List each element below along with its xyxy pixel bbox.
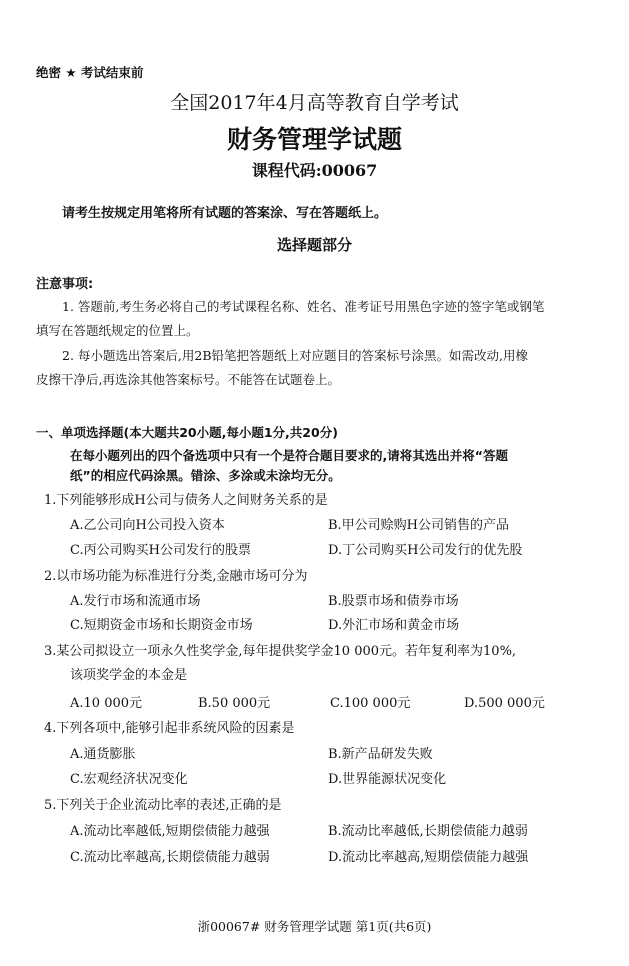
page-footer: 浙00067# 财务管理学试题 第1页(共6页) bbox=[197, 919, 432, 934]
question-5-option-b: B.流动比率越低,长期偿债能力越弱 bbox=[328, 824, 528, 839]
notice-item-1-line-1: 1. 答题前,考生务必将自己的考试课程名称、姓名、准考证号用黑色字迹的签字笔或钢笔 bbox=[62, 299, 545, 314]
question-1-stem: 1.下列能够形成H公司与债务人之间财务关系的是 bbox=[44, 493, 328, 508]
question-3-option-d: D.500 000元 bbox=[464, 696, 545, 711]
question-3-stem-line-2: 该项奖学金的本金是 bbox=[70, 668, 188, 683]
exam-title: 全国2017年4月高等教育自学考试 bbox=[170, 92, 459, 114]
question-3-option-c: C.100 000元 bbox=[330, 696, 411, 711]
course-code: 课程代码:00067 bbox=[251, 161, 378, 180]
question-5-stem: 5.下列关于企业流动比率的表述,正确的是 bbox=[44, 798, 282, 813]
question-group-title: 一、单项选择题(本大题共20小题,每小题1分,共20分) bbox=[36, 425, 338, 440]
question-4-option-a: A.通货膨胀 bbox=[70, 747, 136, 762]
question-1-option-c: C.丙公司购买H公司发行的股票 bbox=[70, 543, 251, 558]
question-5-option-d: D.流动比率越高,短期偿债能力越强 bbox=[328, 850, 529, 865]
question-5-option-c: C.流动比率越高,长期偿债能力越弱 bbox=[70, 850, 270, 865]
question-3-option-a: A.10 000元 bbox=[70, 696, 143, 711]
confidential-label: 绝密 ★ 考试结束前 bbox=[36, 65, 144, 80]
question-2-option-d: D.外汇市场和黄金市场 bbox=[328, 618, 460, 633]
notice-heading: 注意事项: bbox=[36, 277, 94, 292]
question-4-stem: 4.下列各项中,能够引起非系统风险的因素是 bbox=[44, 721, 295, 736]
question-3-stem-line-1: 3.某公司拟设立一项永久性奖学金,每年提供奖学金10 000元。若年复利率为10%, bbox=[44, 644, 517, 659]
question-5-option-a: A.流动比率越低,短期偿债能力越强 bbox=[70, 824, 270, 839]
question-2-option-b: B.股票市场和债券市场 bbox=[328, 594, 459, 609]
question-group-desc-line-1: 在每小题列出的四个备选项中只有一个是符合题目要求的,请将其选出并将“答题 bbox=[70, 448, 508, 463]
subject-title: 财务管理学试题 bbox=[226, 125, 402, 154]
notice-item-1-line-2: 填写在答题纸规定的位置上。 bbox=[36, 323, 199, 338]
question-3-option-b: B.50 000元 bbox=[198, 696, 271, 711]
answer-instruction: 请考生按规定用笔将所有试题的答案涂、写在答题纸上。 bbox=[62, 206, 388, 221]
question-1-option-d: D.丁公司购买H公司发行的优先股 bbox=[328, 543, 523, 558]
question-4-option-d: D.世界能源状况变化 bbox=[328, 772, 447, 787]
question-4-option-b: B.新产品研发失败 bbox=[328, 747, 433, 762]
question-1-option-b: B.甲公司赊购H公司销售的产品 bbox=[328, 518, 510, 533]
question-1-option-a: A.乙公司向H公司投入资本 bbox=[70, 518, 225, 533]
question-2-stem: 2.以市场功能为标准进行分类,金融市场可分为 bbox=[44, 569, 308, 584]
question-4-option-c: C.宏观经济状况变化 bbox=[70, 772, 188, 787]
question-2-option-c: C.短期资金市场和长期资金市场 bbox=[70, 618, 253, 633]
notice-item-2-line-1: 2. 每小题选出答案后,用2B铅笔把答题纸上对应题目的答案标号涂黑。如需改动,用橡 bbox=[62, 348, 528, 363]
section-title: 选择题部分 bbox=[276, 236, 352, 254]
question-2-option-a: A.发行市场和流通市场 bbox=[70, 594, 201, 609]
notice-item-2-line-2: 皮擦干净后,再选涂其他答案标号。不能答在试题卷上。 bbox=[36, 372, 340, 387]
question-group-desc-line-2: 纸”的相应代码涂黑。错涂、多涂或未涂均无分。 bbox=[70, 468, 341, 483]
